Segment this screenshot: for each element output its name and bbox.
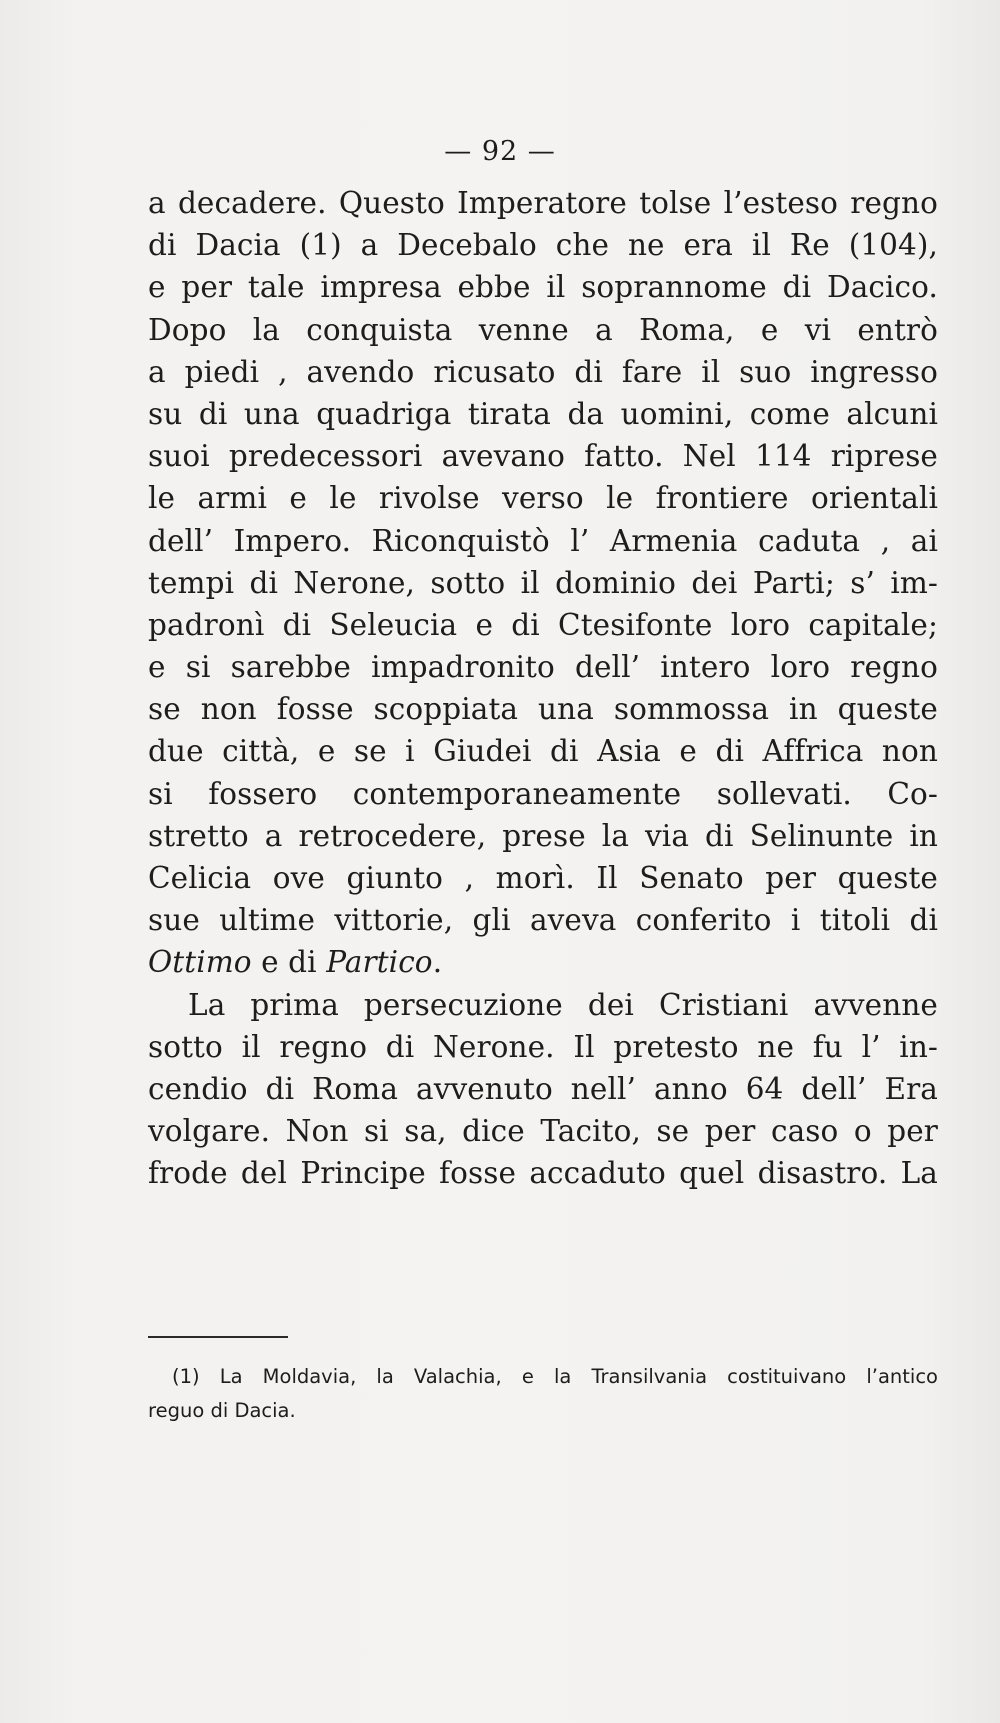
title-ottimo: Ottimo <box>148 945 252 980</box>
footnote <box>148 1360 938 1428</box>
text-line: le armi e le rivolse verso le frontiere orientali <box>148 481 938 516</box>
footnote-line: (1) La Moldavia, la Valachia, e la Transilvania costituivano l’antico <box>172 1365 938 1388</box>
main-text <box>148 182 938 1195</box>
text-line: e per tale impresa ebbe il soprannome di Dacico. <box>148 270 938 305</box>
period: . <box>432 945 443 980</box>
text-line: a decadere. Questo Imperatore tolse l’esteso regno <box>148 186 938 220</box>
text-line: su di una quadriga tirata da uomini, come alcuni <box>148 396 938 431</box>
text-line: suoi predecessori avevano fatto. Nel 114 riprese <box>148 439 938 474</box>
text-line: Celicia ove giunto , morì. Il Senato per queste <box>148 861 938 895</box>
text-line: a piedi , avendo ricusato di fare il suo ingresso <box>148 354 938 389</box>
text-line: cendio di Roma avvenuto nell’ anno 64 dell’ Era <box>148 1071 938 1106</box>
text-line: La prima persecuzione dei Cristiani avvenne <box>188 987 938 1022</box>
text-line: e si sarebbe impadronito dell’ intero loro regno <box>148 650 938 685</box>
footnote-line: reguo di Dacia. <box>148 1399 296 1422</box>
text-line: se non fosse scoppiata una sommossa in queste <box>148 692 938 727</box>
footnote-rule <box>148 1336 288 1338</box>
text-line: Dopo la conquista venne a Roma, e vi entrò <box>148 312 938 347</box>
text-line: tempi di Nerone, sotto il dominio dei Parti; s’ im- <box>148 565 938 600</box>
text-line: padronì di Seleucia e di Ctesifonte loro capitale; <box>148 607 938 642</box>
text-line: due città, e se i Giudei di Asia e di Affrica non <box>148 734 938 769</box>
text-line: sotto il regno di Nerone. Il pretesto ne fu l’ in- <box>148 1029 938 1064</box>
text-line: dell’ Impero. Riconquistò l’ Armenia caduta , ai <box>148 523 938 558</box>
text-line: si fossero contemporaneamente sollevati. Co- <box>148 776 938 811</box>
title-partico: Partico <box>326 945 433 980</box>
paragraph-end-line <box>148 941 938 983</box>
text-line: stretto a retrocedere, prese la via di Selinunte in <box>148 818 938 853</box>
text-line: volgare. Non si sa, dice Tacito, se per caso o per <box>148 1114 938 1149</box>
text-line: di Dacia (1) a Decebalo che ne era il Re (104), <box>148 228 938 263</box>
conjunction: e di <box>251 945 327 980</box>
page-number: — 92 — <box>444 136 556 167</box>
text-line: sue ultime vittorie, gli aveva conferito i titoli di <box>148 903 938 938</box>
text-line: frode del Principe fosse accaduto quel disastro. La <box>148 1156 938 1191</box>
